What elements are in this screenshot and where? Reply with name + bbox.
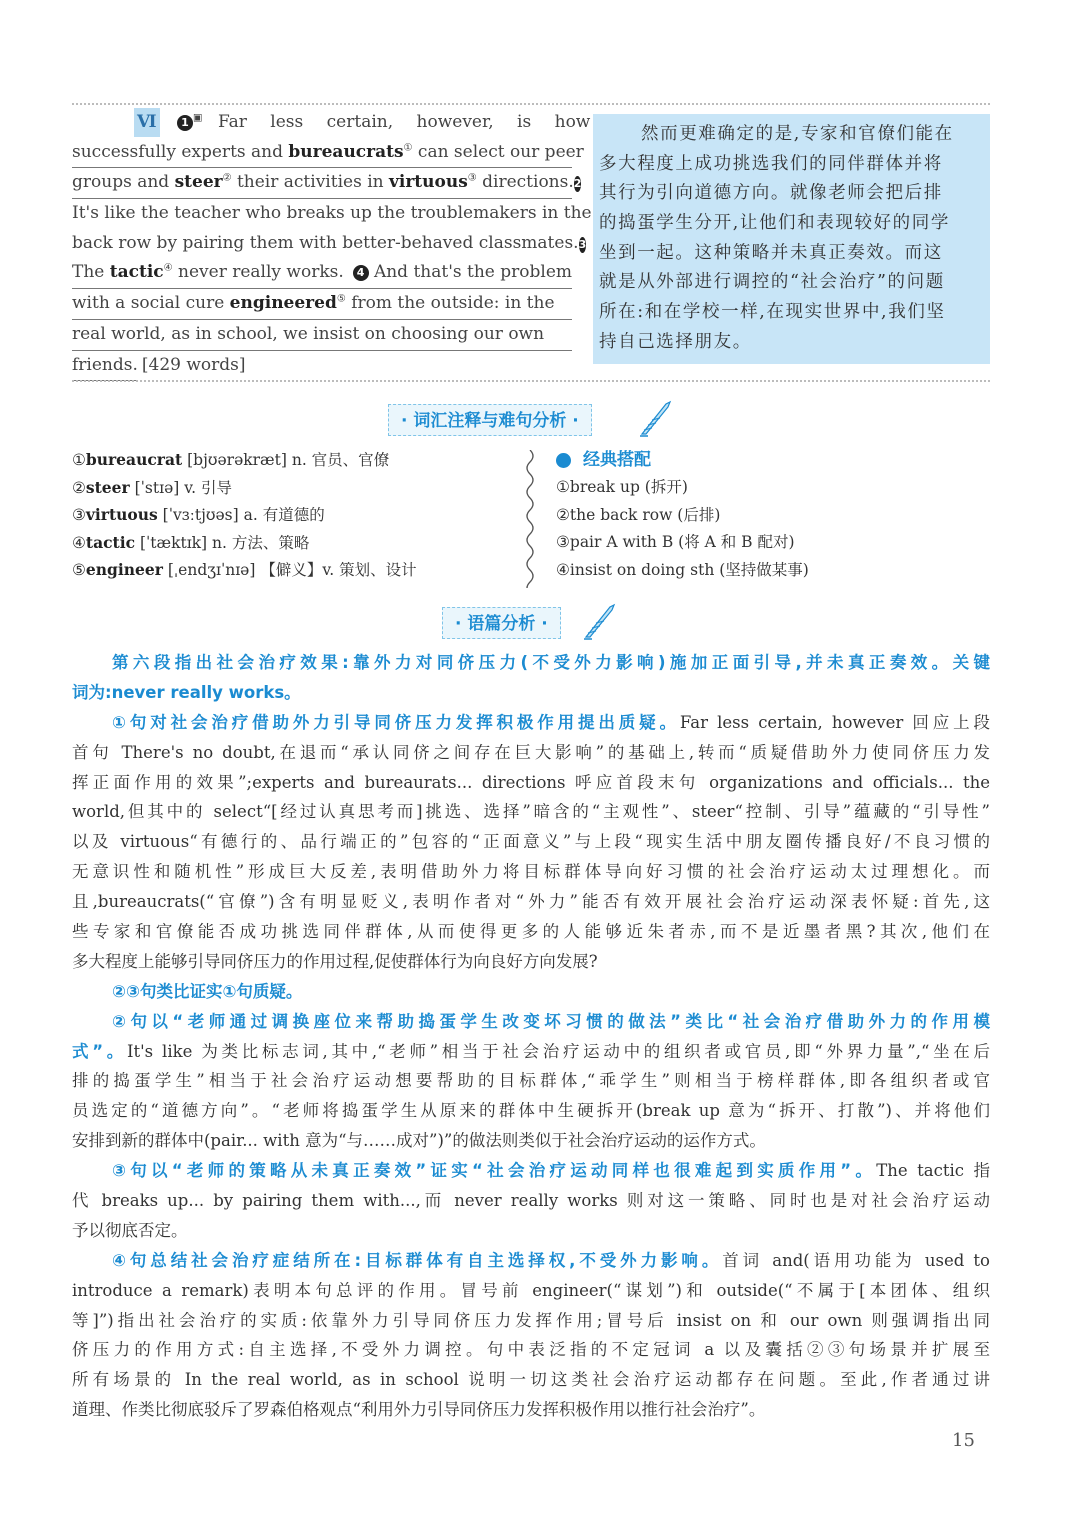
translation-line: 然而更难确定的是,专家和官僚们能在 [641,124,954,144]
analysis-line [72,1156,990,1186]
analysis-line [72,917,990,947]
analysis-line [72,1126,990,1156]
analysis-line [72,947,990,977]
collocation-item: ②the back row (后排) [556,505,721,524]
quill-pen-icon [582,601,618,641]
analysis-text: 代 breaks up... by pairing them with...,而 never really works 则对这一策略、同时也是对社会治疗运动 [72,1191,990,1211]
analysis-line [72,1037,990,1067]
passage-line: The tactic④ never really works. 4 And that's the problem [72,258,572,289]
analysis-text: introduce a remark)表明本句总评的作用。冒号前 engineer(“谋划”)和 outside(“不属于[本团体、组织 [72,1280,990,1300]
analysis-line [72,708,990,738]
analysis-text: 等]”)指出社会治疗的实质:依靠外力引导同侪压力发挥作用;冒号后 insist on 和 our own 则强调指出同 [72,1310,990,1330]
analysis-line [72,1066,990,1096]
analysis-text: Far less certain, however 回应上段 [679,712,990,732]
analysis-header-wrap [442,607,642,647]
translation-line: 持自己选择朋友。 [599,331,752,352]
analysis-line [72,768,990,798]
analysis-line [72,1276,990,1306]
passage-line: friends. [429 words] [72,351,572,381]
analysis-highlight: ①句对社会治疗借助外力引导同侪压力发挥积极作用提出质疑。 [112,712,680,732]
analysis-line [72,678,990,708]
analysis-body [72,648,990,1425]
english-passage [72,108,592,380]
analysis-text: 侪压力的作用方式:自主选择,不受外力调控。句中表泛指的不定冠词 a 以及囊括②③句场景并扩展至 [72,1340,990,1360]
passage-line: back row by pairing them with better-behaved classmates. 3 [72,232,587,253]
analysis-text: 多大程度上能够引导同侪压力的作用过程,促使群体行为向良好方向发展? [72,951,598,971]
analysis-text: 且,bureaucrats(“官僚”)含有明显贬义,表明作者对“外力”能否有效开展社会治疗运动深表怀疑:首先,这 [72,892,990,912]
translation-line: 所在:和在学校一样,在现实世界中,我们坚 [599,302,946,323]
analysis-text: 以及 virtuous“有德行的、品行端正的”包容的“正面意义”与上段“现实生活中朋友圈传播良好/不良习惯的 [72,832,990,852]
passage-line-text: Far less certain, however, is how [218,112,591,132]
paragraph-roman-numeral: Ⅵ [134,108,160,137]
analysis-text: 予以彻底否定。 [72,1220,188,1240]
vocab-item: ①bureaucrat [bjʊərəkræt] n. 官员、官僚 [72,450,390,469]
vocab-item: ⑤engineer [ˌendʒɪˈnɪə] 【僻义】v. 策划、设计 [72,560,417,580]
passage-line: Ⅵ 1 ▣ Far less certain, however, is how [72,108,572,138]
analysis-line [72,827,990,857]
top-divider [72,103,990,105]
analysis-line [72,797,990,827]
analysis-text: It's like 为类比标志词,其中,“老师”相当于社会治疗运动中的组织者或官员,即“外界力量”,“坐在后 [126,1041,990,1061]
analysis-text: 挥正面作用的效果”;experts and bureaurats... directions 呼应首段末句 organizations and officials... the [72,772,990,792]
sentence-marker-3: 3 [578,237,587,251]
translation-line: 就是从外部进行调控的“社会治疗”的问题 [599,272,945,293]
sentence-marker-2: 2 [573,177,582,191]
analysis-text: 道理、作类比彻底驳斥了罗森伯格观点“利用外力引导同侪压力发挥积极作用以推行社会治疗”。 [72,1400,766,1420]
analysis-line [72,738,990,768]
middle-divider [72,380,990,382]
translation-line: 坐到一起。这种策略并未真正奏效。而这 [599,242,943,263]
collocation-header: 经典搭配 [556,446,976,474]
passage-line: successfully experts and bureaucrats① can select our peer [72,138,572,169]
analysis-section-header: · 语篇分析 · [442,607,561,639]
analysis-highlight: 词为:never really works。 [72,682,301,702]
vocab-header-wrap [388,404,688,444]
analysis-highlight: ②句以“老师通过调换座位来帮助捣蛋学生改变坏习惯的做法”类比“社会治疗借助外力的作用模 [112,1011,990,1031]
analysis-highlight: ④句总结社会治疗症结所在:目标群体有自主选择权,不受外力影响。 [112,1250,723,1270]
passage-line: It's like the teacher who breaks up the troublemakers in the [72,203,592,224]
analysis-text: 些专家和官僚能否成功挑选同伴群体,从而使得更多的人能够近朱者赤,而不是近墨者黑?其次,他们在 [72,922,990,942]
analysis-line [72,1096,990,1126]
analysis-text: 首句 There's no doubt,在退而“承认同侪之间存在巨大影响”的基础上,转而“质疑借助外力使同侪压力发 [72,742,990,762]
vocab-section-header: · 词汇注释与难句分析 · [388,404,592,436]
collocation-item: ①break up (拆开) [556,478,688,496]
vocab-item: ②steer [ˈstɪə] v. 引导 [72,477,233,497]
analysis-highlight: ②③句类比证实①句质疑。 [112,981,303,1001]
collocation-item: ③pair A with B (将 A 和 B 配对) [556,533,795,552]
analysis-line [72,1395,990,1425]
analysis-text: 首词 and(语用功能为 used to [722,1250,990,1270]
analysis-line [72,648,990,678]
passage-line: groups and steer② their activities in virtuous③ directions. 2 [72,168,572,199]
analysis-line [72,887,990,917]
vocab-item: ④tactic [ˈtæktɪk] n. 方法、策略 [72,532,310,552]
sentence-marker-4: 4 [353,265,369,281]
translation-line: 多大程度上成功挑选我们的同伴群体并将 [599,153,943,174]
analysis-highlight: 第六段指出社会治疗效果:靠外力对同侪压力(不受外力影响)施加正面引导,并未真正奏效。关键 [112,653,990,672]
analysis-line [72,1246,990,1276]
analysis-highlight: ③句以“老师的策略从未真正奏效”证实“社会治疗运动同样也很难起到实质作用”。 [112,1161,877,1181]
collocation-item: ④insist on doing sth (坚持做某事) [556,560,809,579]
translation-box [593,114,990,364]
sentence-marker-1: 1 [177,115,193,131]
analysis-text: world,但其中的 select“[经过认真思考而]挑选、选择”暗含的“主观性”、steer“控制、引导”蕴藏的“引导性” [72,802,990,822]
analysis-text: 所有场景的 In the real world, as in school 说明一切这类社会治疗运动都存在问题。至此,作者通过讲 [72,1370,990,1390]
analysis-line [72,977,990,1007]
analysis-text: 安排到新的群体中(pair... with 意为“与……成对”)”的做法则类似于社会治疗运动的运作方式。 [72,1131,766,1151]
analysis-line [72,1365,990,1395]
analysis-line [72,1335,990,1365]
translation-line: 其行为引向道德方向。就像老师会把后排 [599,183,943,204]
quill-pen-icon [638,398,674,438]
vocab-item: ③virtuous [ˈvɜːtjʊəs] a. 有道德的 [72,505,325,525]
analysis-line [72,1007,990,1037]
passage-line: with a social cure engineered⑤ from the outside: in the [72,289,572,320]
vocab-list [72,446,512,584]
translation-line: 的捣蛋学生分开,让他们和表现较好的同学 [599,213,950,234]
analysis-line [72,1216,990,1246]
analysis-highlight: 式”。 [72,1041,127,1061]
collocation-list [556,446,976,584]
analysis-line [72,857,990,887]
analysis-line [72,1186,990,1216]
wavy-divider [522,450,538,588]
bullet-dot-icon [556,453,571,468]
analysis-line [72,1306,990,1336]
page-number: 15 [952,1430,975,1451]
analysis-text: 排的捣蛋学生”相当于社会治疗运动想要帮助的目标群体,“乖学生”则相当于榜样群体,即各组织者或官 [72,1071,990,1091]
passage-line: real world, as in school, we insist on choosing our own [72,320,572,351]
analysis-text: 员选定的“道德方向”。“老师将捣蛋学生从原来的群体中生硬拆开(break up 意为“拆开、打散”)、并将他们 [72,1101,990,1121]
word-count: [429 words] [141,354,246,375]
analysis-text: The tactic 指 [876,1161,990,1181]
analysis-text: 无意识性和随机性”形成巨大反差,表明借助外力将目标群体导向好习惯的社会治疗运动太过理想化。而 [72,862,990,882]
